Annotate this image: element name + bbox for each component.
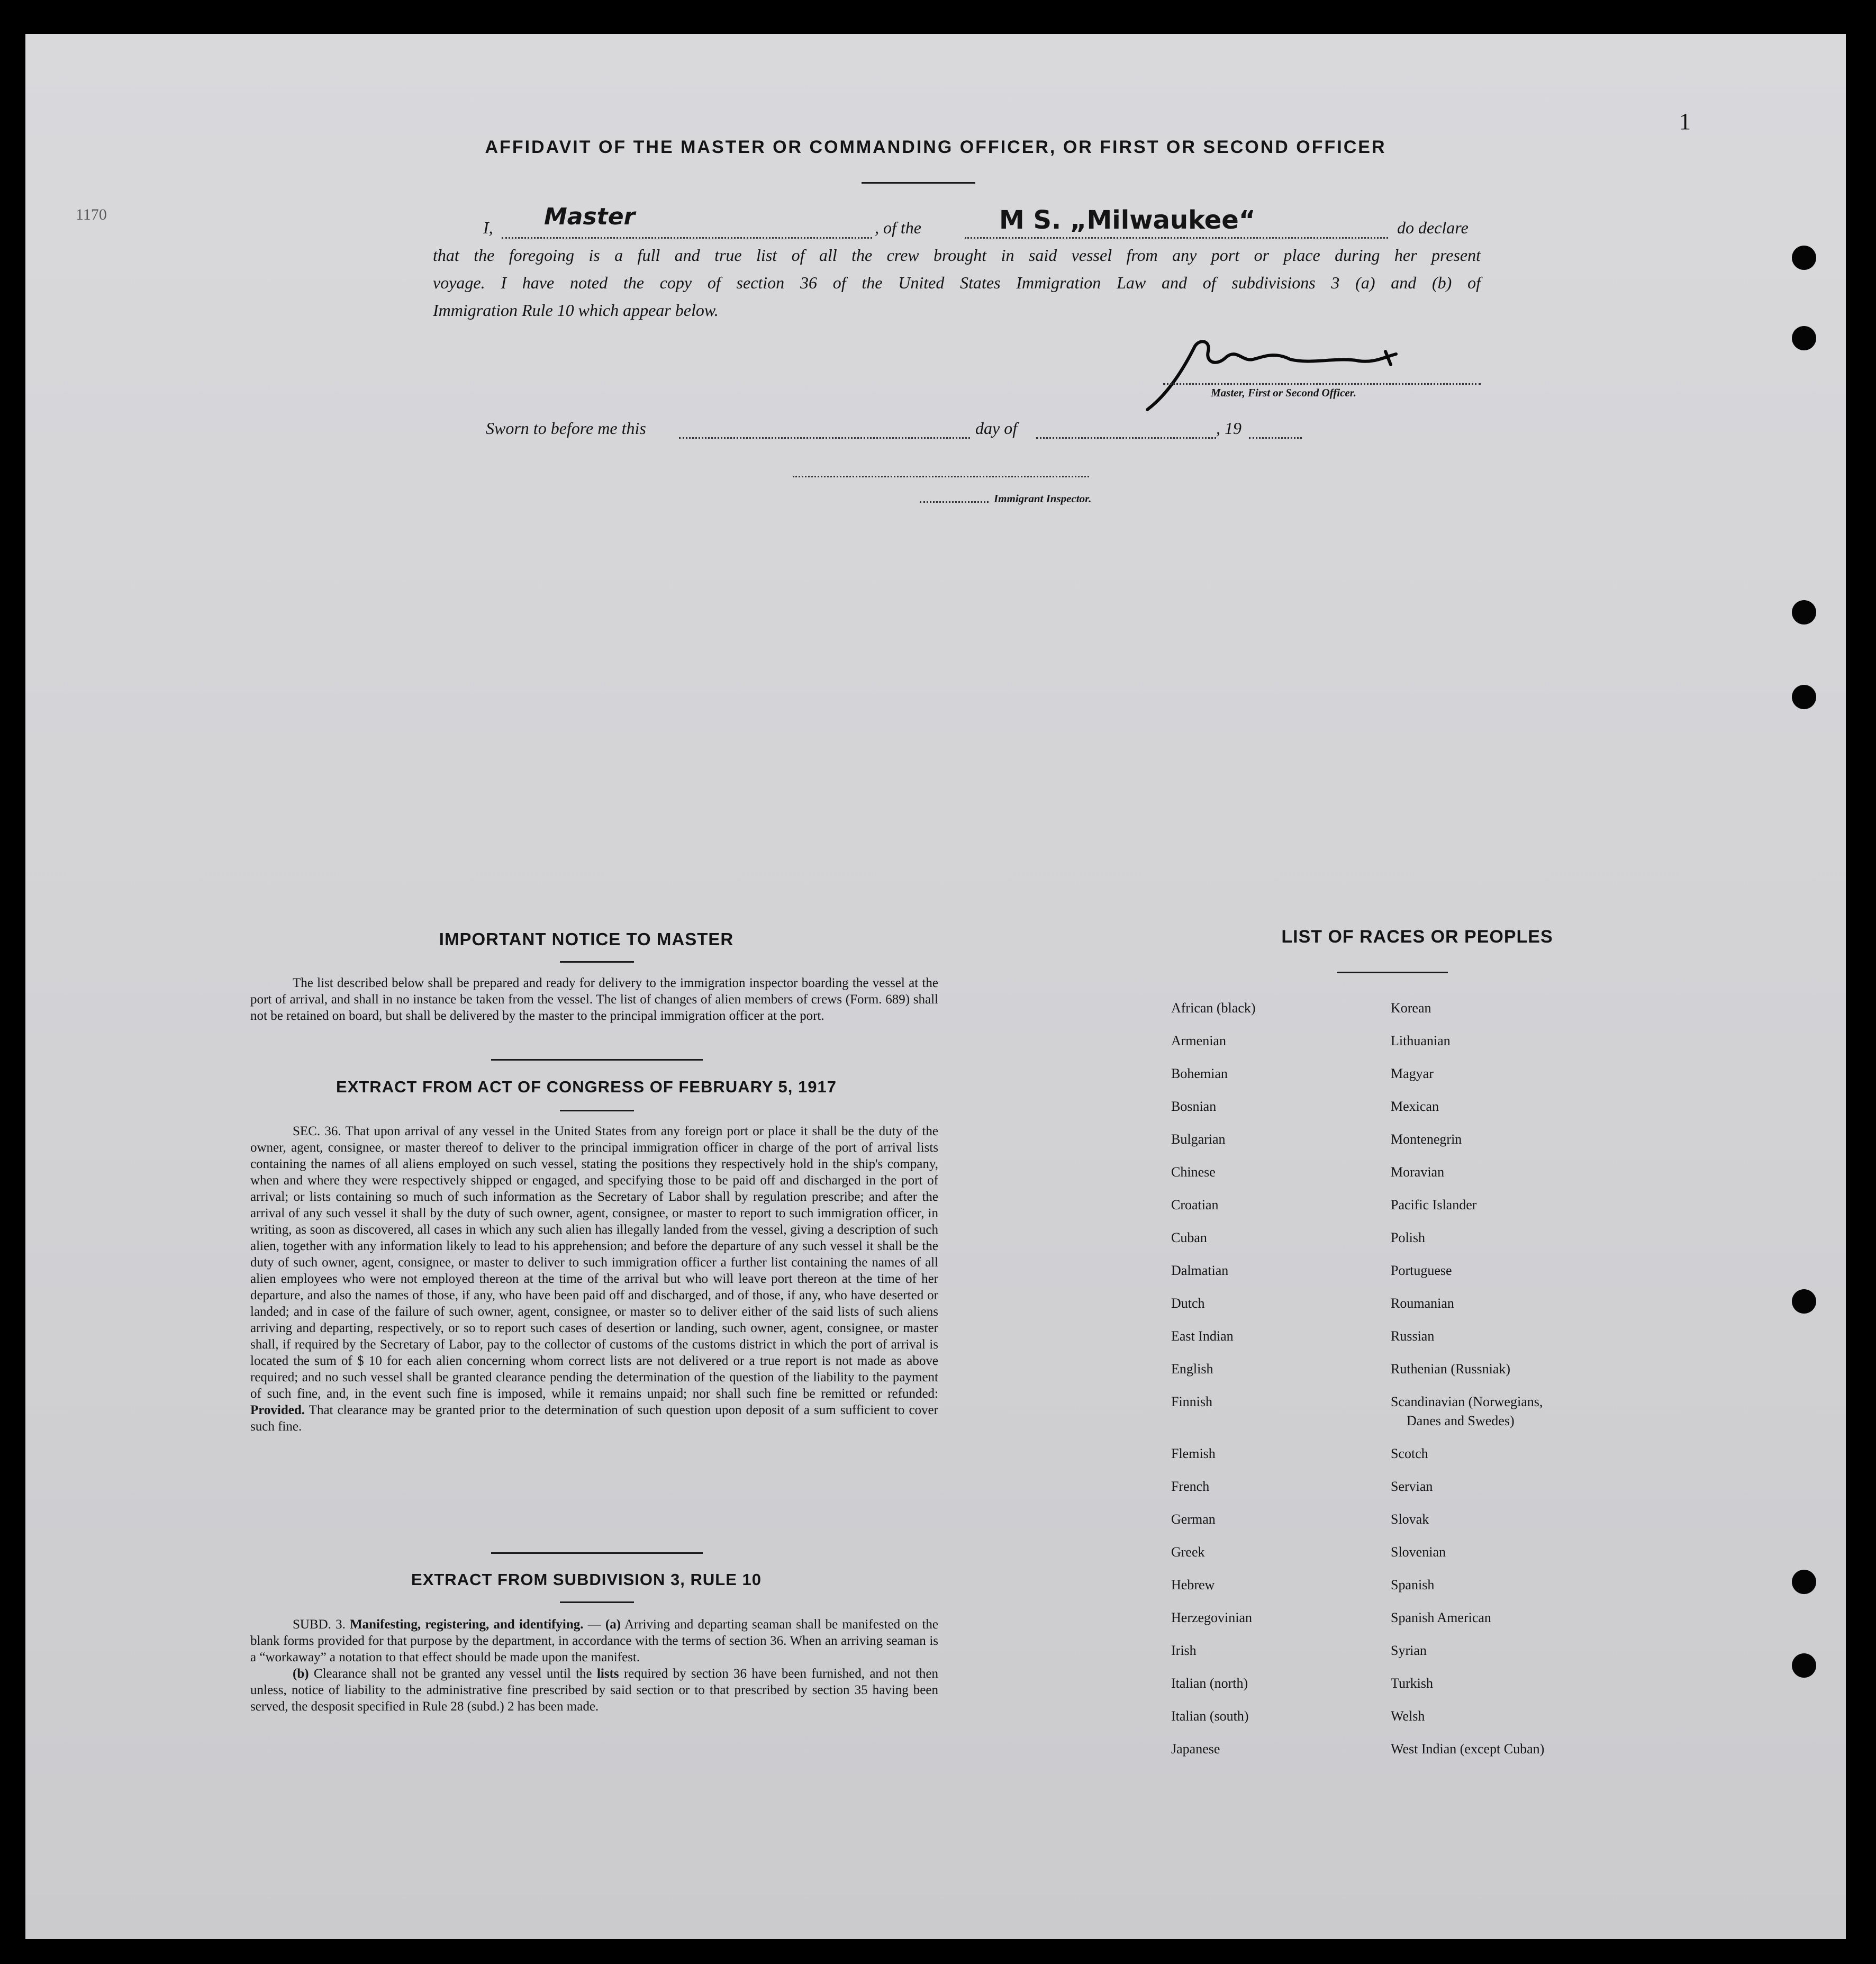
page-number: 1: [1679, 108, 1691, 134]
race-item: Portuguese: [1391, 1263, 1452, 1278]
race-item: Montenegrin: [1391, 1132, 1462, 1147]
race-item: Croatian: [1171, 1197, 1219, 1212]
affidavit-line-1: I, Master , of the M S. „Milwaukee“ do declare: [433, 214, 1481, 241]
race-item: English: [1171, 1361, 1213, 1377]
affidavit-line-2: that the foregoing is a full and true list of all the crew brought in said vessel from any port or place during her present: [433, 246, 1481, 265]
race-item: West Indian (except Cuban): [1391, 1741, 1545, 1757]
race-item: Moravian: [1391, 1164, 1445, 1180]
rule-title: EXTRACT FROM SUBDIVISION 3, RULE 10: [411, 1570, 762, 1589]
race-item: Bulgarian: [1171, 1132, 1226, 1147]
punch-hole: [1792, 685, 1816, 709]
race-item: Italian (north): [1171, 1676, 1248, 1691]
races-title: LIST OF RACES OR PEOPLES: [1281, 927, 1553, 947]
race-item: Scotch: [1391, 1446, 1428, 1461]
punch-hole: [1792, 326, 1816, 350]
race-item: Roumanian: [1391, 1296, 1454, 1311]
race-item: Bosnian: [1171, 1099, 1217, 1114]
race-item: Spanish: [1391, 1577, 1435, 1592]
sworn-day-blank: [679, 437, 970, 439]
vessel-handwritten: M S. „Milwaukee“: [999, 205, 1256, 235]
sworn-line: Sworn to before me this: [486, 419, 646, 438]
inspector-caption: Immigrant Inspector.: [994, 492, 1092, 505]
race-item: Turkish: [1391, 1676, 1433, 1691]
act-underline: [560, 1110, 634, 1111]
inspector-blank-short: [920, 501, 989, 503]
affidavit-title: AFFIDAVIT OF THE MASTER OR COMMANDING OFFICER, OR FIRST OR SECOND OFFICER: [485, 137, 1386, 157]
section-divider: [491, 1552, 703, 1554]
race-item: Servian: [1391, 1479, 1433, 1494]
signature-caption: Master, First or Second Officer.: [1211, 386, 1356, 399]
race-item: Armenian: [1171, 1033, 1226, 1048]
document-page: [25, 34, 1846, 1939]
race-item: Chinese: [1171, 1164, 1216, 1180]
race-item: Japanese: [1171, 1741, 1220, 1757]
race-item: Bohemian: [1171, 1066, 1228, 1081]
race-item: Herzegovinian: [1171, 1610, 1253, 1625]
punch-hole: [1792, 1653, 1816, 1678]
rule-underline: [560, 1601, 634, 1603]
race-item: Scandinavian (Norwegians,: [1391, 1394, 1543, 1409]
master-signature: [1137, 336, 1475, 415]
notice-body: The list described below shall be prepared and ready for delivery to the immigration inspector boarding the vessel at the port of arrival, and shall in no instance be taken from the vessel. The list of changes of alien members of crews (Form. 689) shall not be retained on board, but shall be delivered by the master to the principal immigration officer at the port.: [250, 976, 938, 1023]
officer-blank: [502, 237, 872, 239]
race-item: Irish: [1171, 1643, 1197, 1658]
race-item: Spanish American: [1391, 1610, 1491, 1625]
notice-underline: [560, 961, 634, 963]
race-item: Dutch: [1171, 1296, 1205, 1311]
inspector-signature-blank: [793, 476, 1089, 477]
race-item: Finnish: [1171, 1394, 1213, 1409]
punch-hole: [1792, 1570, 1816, 1594]
officer-handwritten: Master: [544, 203, 636, 230]
margin-mark: 1170: [76, 206, 107, 223]
race-item: Pacific Islander: [1391, 1197, 1477, 1212]
rule-body: SUBD. 3. Manifesting, registering, and identifying. — (a) Arriving and departing seaman shall be manifested on the blank forms provided for that purpose by the department, in accordance with the terms of section 36. When an arriving seaman is a “workaway” a notation to that effect should be made upon the manifest. (b) Clearance shall not be granted any vessel until the lists required by section 36 have been furnished, and not then unless, notice of liability to the administrative fine prescribed by said section or to that prescribed by section 35 having been served, the desposit specified in Rule 28 (subd.) 2 has been made.: [250, 1617, 939, 1714]
year-label: , 19: [1216, 419, 1241, 438]
race-item: Russian: [1391, 1328, 1435, 1344]
punch-hole: [1792, 600, 1816, 625]
race-item: Welsh: [1391, 1708, 1425, 1724]
race-item: Italian (south): [1171, 1708, 1249, 1724]
month-blank: [1036, 437, 1216, 439]
race-item: French: [1171, 1479, 1210, 1494]
race-item-continued: Danes and Swedes): [1407, 1413, 1515, 1428]
act-body: SEC. 36. That upon arrival of any vessel in the United States from any foreign port or place it shall be the duty of the owner, agent, consignee, or master thereof to deliver to the principal immigration officer in charge of the port of arrival lists containing the names of all aliens employed on such vessel, stating the positions they respectively hold in the ship's company, when and where they were respectively shipped or engaged, and specifying those to be paid off and discharged in the port of arrival; or lists containing so much of such information as the Secretary of Labor shall by regulation prescribe; and after the arrival of any such vessel it shall by the duty of such owner, agent, consignee, or master to report to such immigration officer, in writing, as soon as discovered, all cases in which any such alien has illegally landed from the vessel, giving a description of such alien, together with any information likely to lead to his apprehension; and before the departure of any such vessel it shall be the duty of such owner, agent, consignee, or master to deliver to such immigration officer a further list containing the names of all alien employees who were not employed thereon at the time of the arrival but who will leave port thereon at the time of her departure, and also the names of those, if any, who have been paid off and discharged, and of those, if any, who have deserted or landed; and in case of the failure of such owner, agent, consignee, or master so to deliver either of the said lists of such aliens arriving and departing, respectively, or so to report such cases of desertion or landing, such owner, agent, consignee, or master shall, if required by the Secretary of Labor, pay to the collector of customs of the customs district in which the port of arrival is located the sum of $ 10 for each alien concerning whom correct lists are not delivered or a true report is not made as above required; and no such vessel shall be granted clearance pending the determination of the question of the liability to the payment of such fine, and, in the event such fine is imposed, while it remains unpaid; nor shall such fine be remitted or refunded: Provided. That clearance may be granted prior to the determination of such question upon deposit of a sum sufficient to cover such fine.: [250, 1124, 938, 1434]
race-item: East Indian: [1171, 1328, 1234, 1344]
punch-hole: [1792, 1289, 1816, 1314]
vessel-blank: [965, 237, 1388, 239]
race-item: Slovak: [1391, 1512, 1429, 1527]
race-item: Polish: [1391, 1230, 1426, 1245]
race-item: Korean: [1391, 1000, 1431, 1016]
race-item: Greek: [1171, 1544, 1205, 1560]
race-item: Magyar: [1391, 1066, 1434, 1081]
act-title: EXTRACT FROM ACT OF CONGRESS OF FEBRUARY 5, 1917: [336, 1078, 837, 1096]
race-item: Syrian: [1391, 1643, 1427, 1658]
affidavit-line-4: Immigration Rule 10 which appear below.: [433, 301, 719, 320]
race-item: Flemish: [1171, 1446, 1216, 1461]
race-item: German: [1171, 1512, 1216, 1527]
races-underline: [1337, 972, 1448, 973]
race-item: Cuban: [1171, 1230, 1207, 1245]
year-blank: [1249, 437, 1302, 439]
section-divider: [491, 1059, 703, 1061]
punch-hole: [1792, 246, 1816, 270]
notice-title: IMPORTANT NOTICE TO MASTER: [439, 929, 734, 949]
race-item: Dalmatian: [1171, 1263, 1229, 1278]
race-item: African (black): [1171, 1000, 1256, 1016]
affidavit-text: [433, 203, 1481, 324]
title-underline: [862, 182, 975, 184]
race-item: Ruthenian (Russniak): [1391, 1361, 1511, 1377]
signature-blank: [1163, 383, 1481, 385]
affidavit-line-3: voyage. I have noted the copy of section 36 of the United States Immigration Law and of subdivisions 3 (a) and (b) of: [433, 273, 1481, 292]
race-item: Mexican: [1391, 1099, 1439, 1114]
race-item: Slovenian: [1391, 1544, 1446, 1560]
race-item: Hebrew: [1171, 1577, 1215, 1592]
day-of-label: day of: [975, 419, 1018, 438]
race-item: Lithuanian: [1391, 1033, 1451, 1048]
